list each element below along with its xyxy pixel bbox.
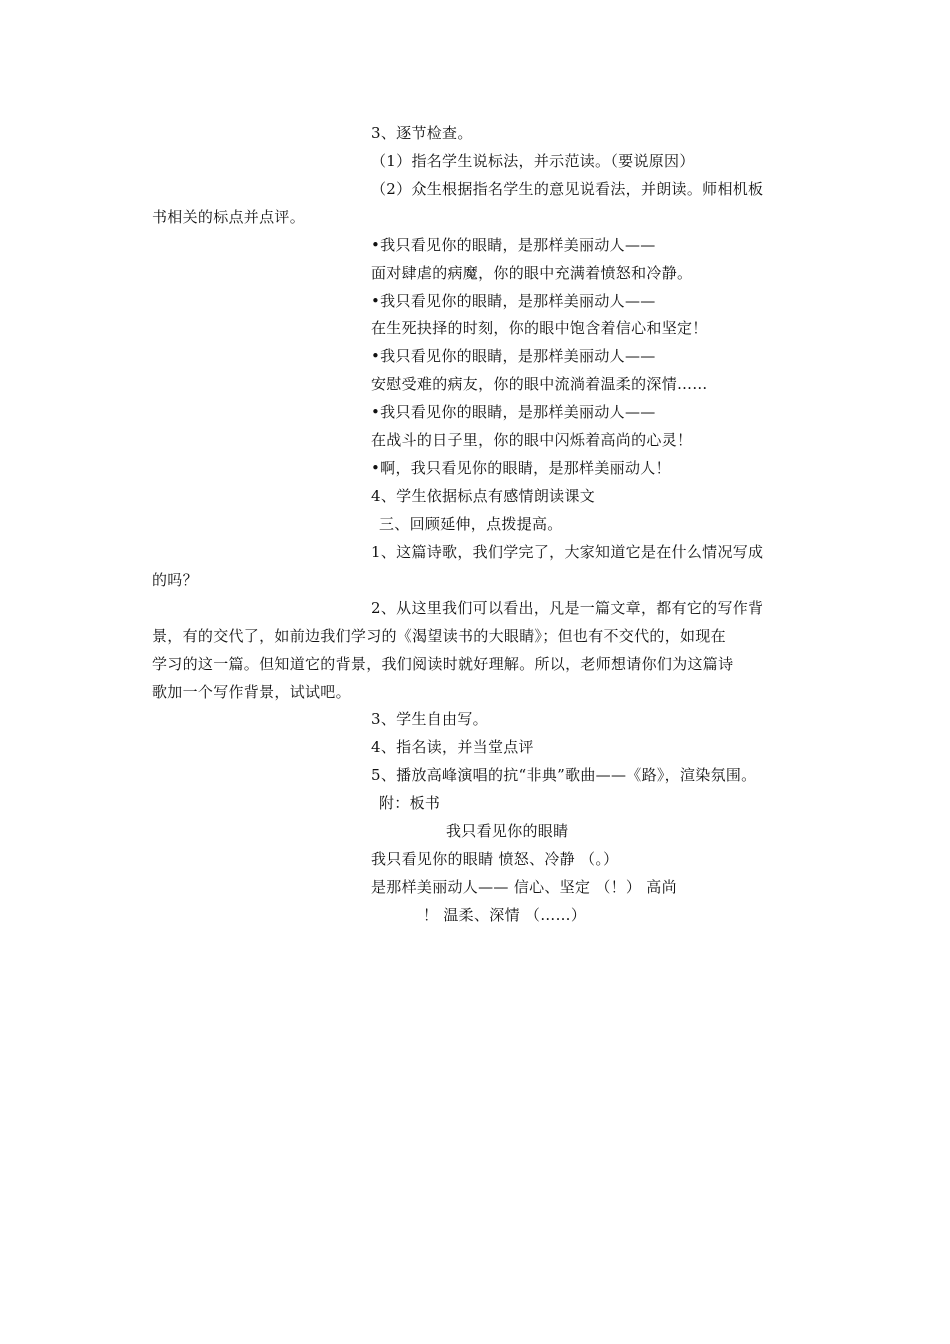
text-line: 3、逐节检查。 [371, 124, 473, 142]
text-line: 4、学生依据标点有感情朗读课文 [371, 487, 596, 505]
text-line: 5、播放高峰演唱的抗“非典”歌曲——《路》，渲染氛围。 [371, 766, 757, 784]
text-line: •啊，我只看见你的眼睛，是那样美丽动人！ [371, 459, 671, 477]
text-line: 安慰受难的病友，你的眼中流淌着温柔的深情…… [371, 375, 708, 393]
text-line: 书相关的标点并点评。 [152, 208, 306, 226]
section-heading: 三、回顾延伸，点拨提高。 [379, 515, 563, 533]
board-label: 附：板书 [379, 794, 441, 812]
text-line: （2）众生根据指名学生的意见说看法，并朗读。师相机板 [371, 180, 764, 198]
text-line: •我只看见你的眼睛，是那样美丽动人—— [371, 403, 656, 421]
board-title: 我只看见你的眼睛 [446, 822, 569, 840]
text-line: 1、这篇诗歌，我们学完了，大家知道它是在什么情况写成 [371, 543, 764, 561]
text-line: 在战斗的日子里，你的眼中闪烁着高尚的心灵！ [371, 431, 693, 449]
text-line: •我只看见你的眼睛，是那样美丽动人—— [371, 236, 656, 254]
text-line: 4、指名读，并当堂点评 [371, 738, 534, 756]
board-line: 我只看见你的眼睛 愤怒、冷静 （。） [371, 850, 619, 868]
text-line: 3、学生自由写。 [371, 710, 488, 728]
text-line: 2、从这里我们可以看出，凡是一篇文章，都有它的写作背 [371, 599, 764, 617]
text-line: 学习的这一篇。但知道它的背景，我们阅读时就好理解。所以，老师想请你们为这篇诗 [152, 655, 734, 673]
text-line: 面对肆虐的病魔，你的眼中充满着愤怒和冷静。 [371, 264, 693, 282]
board-line: 是那样美丽动人—— 信心、坚定 （！） 高尚 [371, 878, 677, 896]
text-line: 的吗？ [152, 571, 198, 589]
text-line: •我只看见你的眼睛，是那样美丽动人—— [371, 347, 656, 365]
board-line: ！ 温柔、深情 （……） [423, 906, 587, 924]
text-line: 在生死抉择的时刻，你的眼中饱含着信心和坚定！ [371, 319, 708, 337]
text-line: 景，有的交代了，如前边我们学习的《渴望读书的大眼睛》；但也有不交代的，如现在 [152, 627, 726, 645]
text-line: 歌加一个写作背景，试试吧。 [152, 683, 351, 701]
text-line: •我只看见你的眼睛，是那样美丽动人—— [371, 292, 656, 310]
text-line: （1）指名学生说标法，并示范读。（要说原因） [371, 152, 695, 170]
